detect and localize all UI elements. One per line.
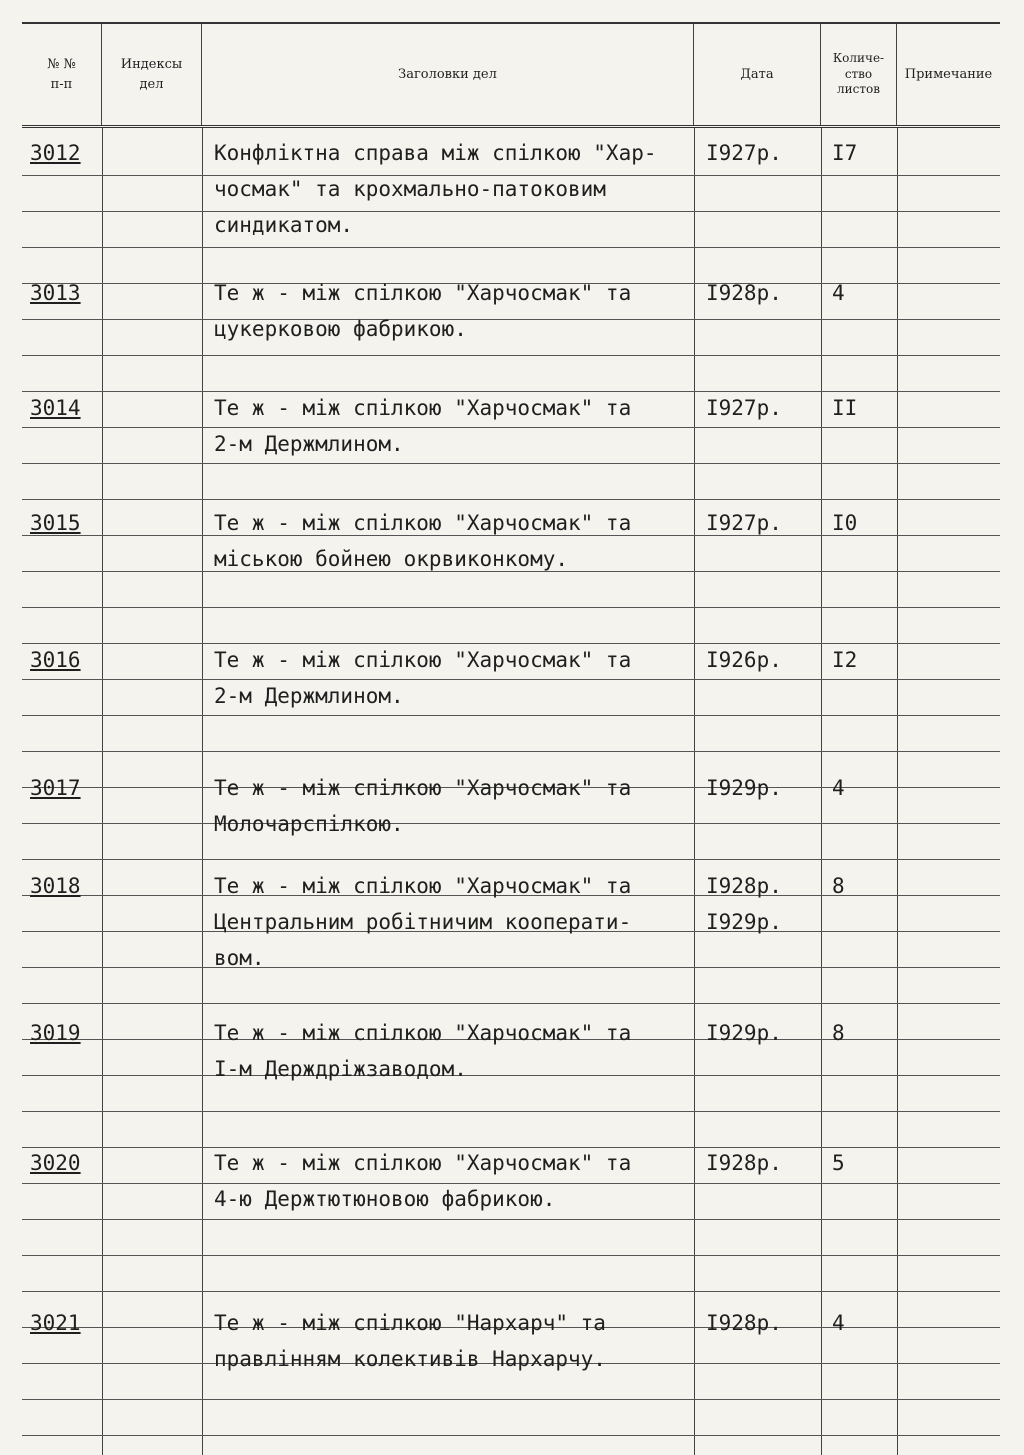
record-title-line: Те ж - мiж спiлкою "Нархарч" та	[214, 1311, 606, 1335]
record-date-line: I929р.	[706, 1021, 782, 1045]
header-number-line1: № №	[47, 57, 76, 72]
record-date-line: I926р.	[706, 648, 782, 672]
ruled-line	[22, 751, 1000, 752]
header-date: Дата	[694, 24, 821, 125]
record-number: 3014	[30, 396, 81, 420]
record-title	[214, 135, 689, 243]
record-sheet-count: 8	[832, 1021, 845, 1045]
record-title-line: правлiнням колективiв Нархарчу.	[214, 1347, 606, 1371]
record-sheet-count: I2	[832, 648, 858, 672]
record-title	[214, 642, 689, 714]
record-title-line: мiською бойнею окрвиконкому.	[214, 547, 569, 571]
table-header	[22, 22, 1000, 128]
record-title-line: 2-м Держмлином.	[214, 432, 404, 456]
ruled-line	[22, 463, 1000, 464]
ruled-line	[22, 1003, 1000, 1004]
record-title-line: Молочарспiлкою.	[214, 812, 404, 836]
ruled-line	[22, 1219, 1000, 1220]
record-title	[214, 1015, 689, 1087]
record-number: 3017	[30, 776, 81, 800]
record-sheet-count: I0	[832, 511, 858, 535]
record-title	[214, 505, 689, 577]
record-date	[706, 1305, 816, 1341]
ruled-line	[22, 1111, 1000, 1112]
record-number: 3013	[30, 281, 81, 305]
header-index-line2: дел	[139, 76, 164, 92]
record-sheet-count: II	[832, 396, 858, 420]
record-title-line: Те ж - мiж спiлкою "Харчосмак" та	[214, 1151, 632, 1175]
record-title-line: Те ж - мiж спiлкою "Харчосмак" та	[214, 874, 632, 898]
record-number: 3021	[30, 1311, 81, 1335]
header-index	[102, 24, 202, 125]
header-title: Заголовки дел	[202, 24, 694, 125]
record-title	[214, 1305, 689, 1377]
ruled-line	[22, 859, 1000, 860]
record-title-line: цукерковою фабрикою.	[214, 317, 467, 341]
record-title-line: Те ж - мiж спiлкою "Харчосмак" та	[214, 1021, 632, 1045]
record-date	[706, 275, 816, 311]
ruled-line	[22, 499, 1000, 500]
record-number: 3018	[30, 874, 81, 898]
header-number-line2: п-п	[50, 76, 73, 92]
header-count-line1: Количе-	[832, 51, 885, 66]
header-count-line3: листов	[837, 82, 880, 97]
record-sheet-count: I7	[832, 141, 858, 165]
record-title-line: I-м Держдрiжзаводом.	[214, 1057, 467, 1081]
record-title	[214, 770, 689, 842]
ruled-line	[22, 1255, 1000, 1256]
record-title-line: Конфлiктна справа мiж спiлкою "Хар-	[214, 141, 657, 165]
record-date-line: I927р.	[706, 141, 782, 165]
record-date-line: I928р.	[706, 281, 782, 305]
header-number	[22, 24, 102, 125]
ruled-line	[22, 715, 1000, 716]
header-index-line1: Индексы	[120, 57, 183, 72]
ruled-line	[22, 607, 1000, 608]
header-notes: Примечание	[904, 66, 993, 82]
record-sheet-count: 4	[832, 776, 845, 800]
record-date-line: I929р.	[706, 776, 782, 800]
record-title-line: вом.	[214, 946, 265, 970]
record-sheet-count: 5	[832, 1151, 845, 1175]
record-date	[706, 1145, 816, 1181]
record-title-line: Те ж - мiж спiлкою "Харчосмак" та	[214, 776, 632, 800]
record-title-line: Те ж - мiж спiлкою "Харчосмак" та	[214, 648, 632, 672]
record-title-line: Те ж - мiж спiлкою "Харчосмак" та	[214, 511, 632, 535]
record-date-line: I927р.	[706, 511, 782, 535]
record-title-line: чосмак" та крохмально-патоковим	[214, 177, 606, 201]
record-title-line: синдикатом.	[214, 213, 354, 237]
header-count	[821, 24, 897, 125]
record-date	[706, 135, 816, 171]
record-number: 3015	[30, 511, 81, 535]
header-count-line2: ство	[844, 66, 873, 81]
record-date-line: I928р.	[706, 874, 782, 898]
record-title-line: Те ж - мiж спiлкою "Харчосмак" та	[214, 281, 632, 305]
record-date	[706, 390, 816, 426]
record-title-line: Центральним робiтничим кооперати-	[214, 910, 632, 934]
record-sheet-count: 4	[832, 1311, 845, 1335]
record-title	[214, 275, 689, 347]
record-title	[214, 1145, 689, 1217]
record-date-line: I929р.	[706, 910, 782, 934]
record-date-line: I928р.	[706, 1151, 782, 1175]
record-date	[706, 868, 816, 940]
record-title-line: 2-м Держмлином.	[214, 684, 404, 708]
ruled-line	[22, 1291, 1000, 1292]
record-sheet-count: 4	[832, 281, 845, 305]
ruled-line	[22, 247, 1000, 248]
record-date-line: I927р.	[706, 396, 782, 420]
record-date	[706, 642, 816, 678]
record-sheet-count: 8	[832, 874, 845, 898]
record-number: 3019	[30, 1021, 81, 1045]
record-date	[706, 1015, 816, 1051]
ruled-line	[22, 1435, 1000, 1436]
record-title	[214, 868, 689, 976]
ruled-line	[22, 355, 1000, 356]
record-date	[706, 770, 816, 806]
record-date	[706, 505, 816, 541]
record-title-line: 4-ю Держтютюновою фабрикою.	[214, 1187, 556, 1211]
record-number: 3016	[30, 648, 81, 672]
record-number: 3020	[30, 1151, 81, 1175]
record-date-line: I928р.	[706, 1311, 782, 1335]
record-number: 3012	[30, 141, 81, 165]
record-title	[214, 390, 689, 462]
ruled-line	[22, 1399, 1000, 1400]
record-title-line: Те ж - мiж спiлкою "Харчосмак" та	[214, 396, 632, 420]
